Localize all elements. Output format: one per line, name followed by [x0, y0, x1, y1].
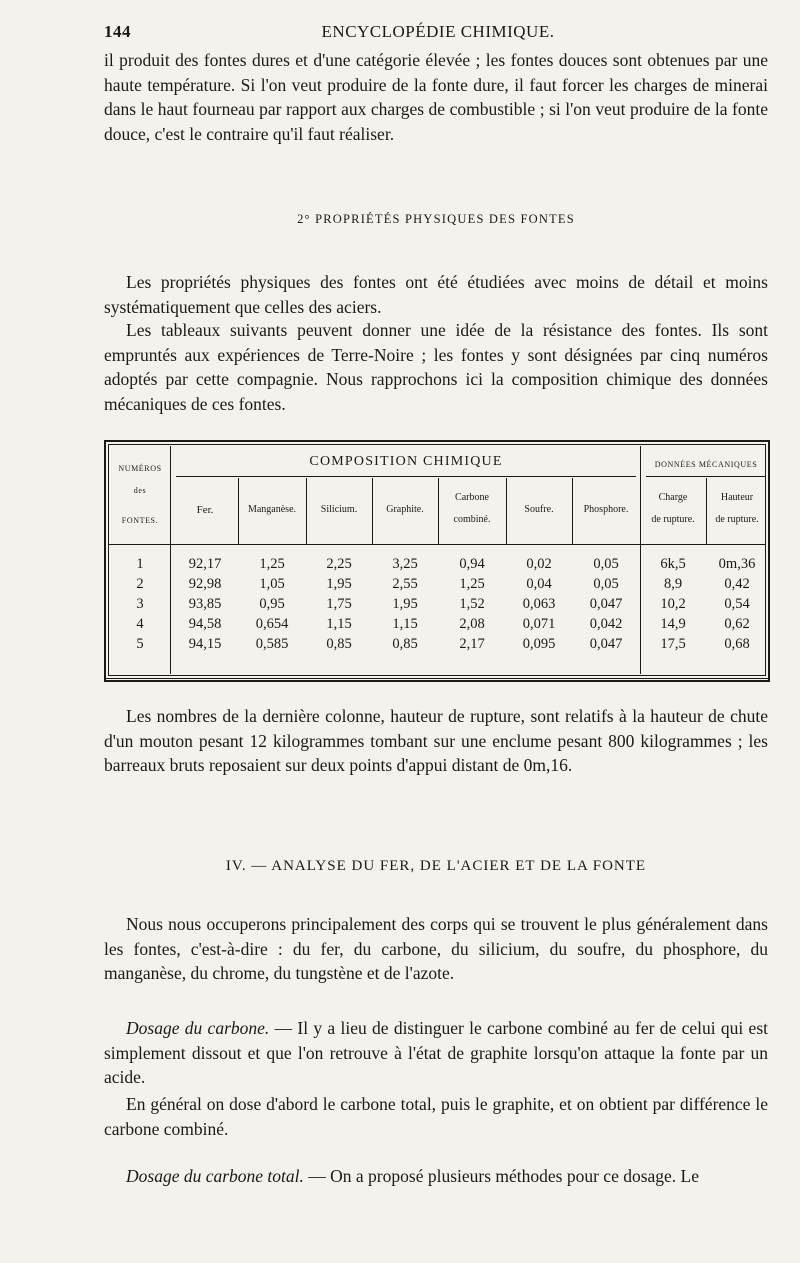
- table-row-number: 1: [136, 556, 144, 572]
- dosage-carbone-text: — Il y a lieu de distinguer le carbone combiné au fer de celui qui est simplement dissout et que l'on retrouve à l'état de graphite lorsqu'on attaque la fonte par un acide.: [104, 1018, 768, 1087]
- table-cell: 0,047: [589, 596, 623, 612]
- table-cell: 0,54: [724, 596, 750, 612]
- col-charge: Charge: [658, 492, 688, 503]
- paragraph-analyse: Nous nous occuperons principalement des corps qui se trouvent le plus généralement dans les fontes, c'est-à-dire : du fer, du carbone, du silicium, du soufre, du phosphore, du manganèse, du chrome, du tungstène et de l'azote.: [104, 914, 768, 983]
- col-divider: [438, 478, 439, 544]
- table-cell: 1,25: [259, 556, 285, 572]
- paragraph-carbone-total: En général on dose d'abord le carbone total, puis le graphite, et on obtient par différence le carbone combiné.: [104, 1094, 768, 1139]
- table-cell: 0,071: [522, 616, 556, 632]
- section-heading-analyse: IV. — ANALYSE DU FER, DE L'ACIER ET DE LA FONTE: [225, 858, 647, 874]
- table-cell: 14,9: [660, 616, 686, 632]
- group-rule: [176, 476, 636, 477]
- header-bottom-rule: [108, 544, 766, 545]
- table-cell: 0,585: [255, 636, 289, 652]
- header-numeros: des: [133, 486, 147, 495]
- col-soufre: Soufre.: [524, 504, 554, 515]
- table-cell: 1,05: [259, 576, 285, 592]
- table-cell: 1,95: [326, 576, 352, 592]
- col-carbone: combiné.: [453, 514, 491, 525]
- table-row-number: 3: [136, 596, 144, 612]
- table-cell: 0,68: [724, 636, 750, 652]
- table-row-number: 5: [136, 636, 144, 652]
- table-cell: 92,98: [188, 576, 222, 592]
- page-header: [104, 22, 772, 48]
- table-cell: 1,75: [326, 596, 352, 612]
- table-cell: 1,95: [392, 596, 418, 612]
- table-cell: 2,08: [459, 616, 485, 632]
- paragraph-tableaux: Les tableaux suivants peuvent donner une idée de la résistance des fontes. Ils sont empruntés aux expériences de Terre-Noire ; les fontes y sont désignées par cinq numéros adoptés par cette compagnie. Nous rapprochons ici la composition chimique des données mécaniques de ces fontes.: [104, 320, 768, 414]
- properties-table: [104, 440, 770, 682]
- table-cell: 0,047: [589, 636, 623, 652]
- page-number: 144: [104, 22, 131, 41]
- paragraph-intro: il produit des fontes dures et d'une catégorie élevée ; les fontes douces sont obtenues par une haute température. Si l'on veut produire de la fonte dure, il faut forcer les charges de minerai dans le haut fourneau par rapport aux charges de combustible ; si l'on veut produire de la fonte douce, c'est le contraire qu'il faut réaliser.: [104, 50, 768, 144]
- table-row-number: 4: [136, 616, 144, 632]
- table-cell: 0,095: [522, 636, 556, 652]
- col-phosphore: Phosphore.: [583, 504, 629, 515]
- dosage-total-text: — On a proposé plusieurs méthodes pour ce dosage. Le: [303, 1166, 700, 1186]
- table-row-number: 2: [136, 576, 144, 592]
- header-numeros: FONTES.: [121, 516, 159, 525]
- table-cell: 17,5: [660, 636, 686, 652]
- col-manganese: Manganèse.: [247, 504, 297, 515]
- table-bottom-rule: [106, 678, 768, 679]
- header-donnees: DONNÉES MÉCANIQUES: [654, 460, 758, 469]
- col-divider: [170, 446, 171, 674]
- col-fer: Fer.: [196, 504, 214, 516]
- table-cell: 1,52: [459, 596, 485, 612]
- table-cell: 1,15: [392, 616, 418, 632]
- table-cell: 1,15: [326, 616, 352, 632]
- table-cell: 0,02: [526, 556, 552, 572]
- table-cell: 0,05: [593, 576, 619, 592]
- table-cell: 0,85: [392, 636, 418, 652]
- paragraph-dosage-carbone: [104, 1016, 768, 1090]
- col-charge: de rupture.: [651, 514, 695, 525]
- table-cell: 3,25: [392, 556, 418, 572]
- paragraph-dosage-total: [104, 1164, 768, 1189]
- header-numeros: NUMÉROS: [118, 464, 162, 473]
- col-hauteur: Hauteur: [720, 492, 754, 503]
- table-cell: 0,94: [459, 556, 485, 572]
- table-cell: 0,85: [326, 636, 352, 652]
- table-cell: 94,58: [188, 616, 222, 632]
- group-rule: [646, 476, 766, 477]
- dosage-total-title: Dosage du carbone total.: [126, 1166, 304, 1186]
- table-cell: 0,654: [255, 616, 289, 632]
- paragraph-proprietes: Les propriétés physiques des fontes ont été étudiées avec moins de détail et moins systématiquement que celles des aciers.: [104, 272, 768, 317]
- table-cell: 6k,5: [660, 556, 686, 572]
- col-divider: [706, 478, 707, 544]
- table-cell: 0m,36: [718, 556, 756, 572]
- table-cell: 0,042: [589, 616, 623, 632]
- col-hauteur: de rupture.: [715, 514, 759, 525]
- header-composition: COMPOSITION CHIMIQUE: [309, 454, 503, 469]
- table-cell: 0,04: [526, 576, 552, 592]
- table-cell: 10,2: [660, 596, 686, 612]
- table-cell: 2,17: [459, 636, 485, 652]
- paragraph-hauteur: Les nombres de la dernière colonne, hauteur de rupture, sont relatifs à la hauteur de chute d'un mouton pesant 12 kilogrammes tombant sur une enclume pesant 800 kilogrammes ; les barreaux bruts reposaient sur deux points d'appui distant de 0m,16.: [104, 706, 768, 775]
- table-cell: 0,063: [522, 596, 556, 612]
- table-cell: 0,95: [259, 596, 285, 612]
- table-cell: 0,05: [593, 556, 619, 572]
- table-cell: 8,9: [663, 576, 683, 592]
- table-cell: 0,62: [724, 616, 750, 632]
- table-cell: 92,17: [188, 556, 222, 572]
- dosage-carbone-title: Dosage du carbone.: [126, 1018, 270, 1038]
- table-cell: 93,85: [188, 596, 222, 612]
- table-cell: 2,55: [392, 576, 418, 592]
- table-cell: 0,42: [724, 576, 750, 592]
- col-silicium: Silicium.: [320, 504, 358, 515]
- col-carbone: Carbone: [455, 492, 489, 503]
- running-title: ENCYCLOPÉDIE CHIMIQUE.: [321, 22, 555, 41]
- section-heading-proprietes: 2° PROPRIÉTÉS PHYSIQUES DES FONTES: [297, 212, 575, 226]
- table-cell: 1,25: [459, 576, 485, 592]
- table-cell: 2,25: [326, 556, 352, 572]
- table-cell: 94,15: [188, 636, 222, 652]
- col-graphite: Graphite.: [386, 504, 424, 515]
